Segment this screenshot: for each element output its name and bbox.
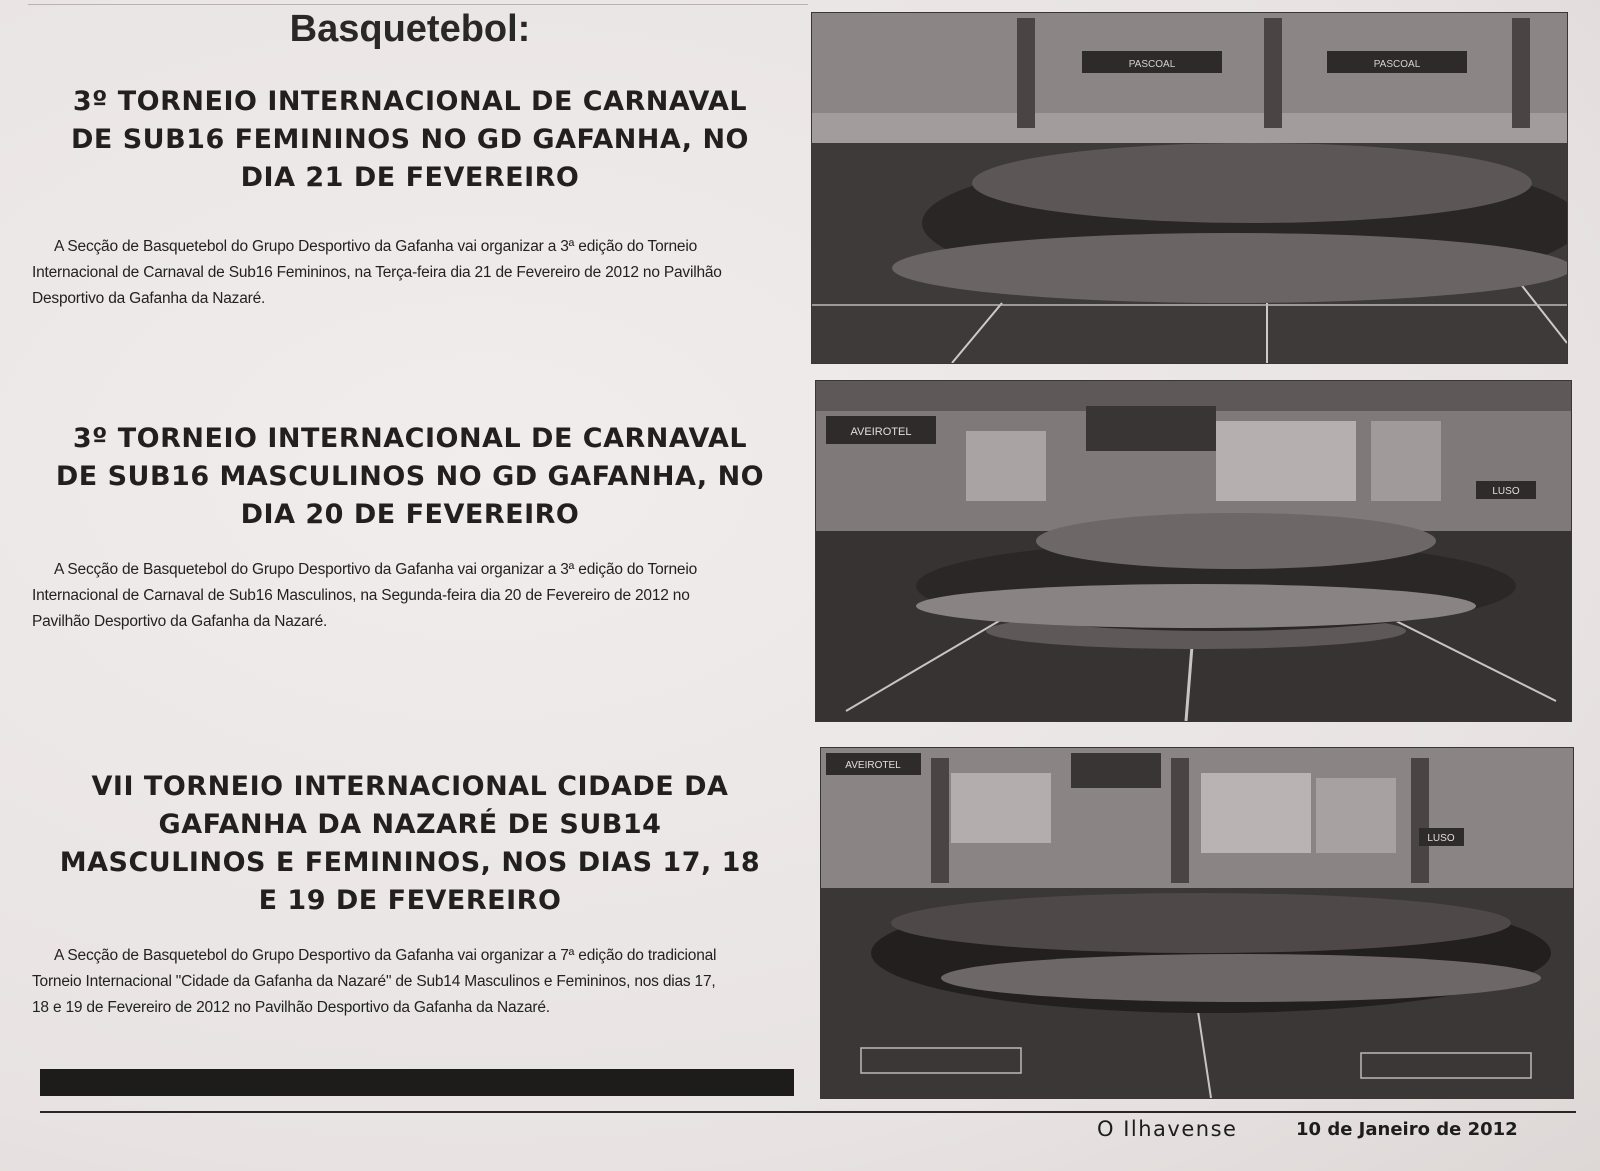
body-line: 18 e 19 de Fevereiro de 2012 no Pavilhão Desportivo da Gafanha da Nazaré.: [32, 999, 550, 1016]
photo-banner: PASCOAL: [1128, 59, 1176, 70]
publication-date: 10 de Janeiro de 2012: [1296, 1119, 1518, 1140]
article-1-headline: [30, 83, 790, 197]
article-3-body: [32, 943, 792, 1021]
footer-rule: [40, 1111, 1576, 1113]
photo-banner: LUSO: [1492, 486, 1520, 497]
article-2-headline: [30, 420, 790, 534]
team-photo-sub14: [820, 747, 1574, 1099]
photo-banner: PASCOAL: [1373, 59, 1421, 70]
article-1-body: [32, 234, 792, 312]
body-line: A Secção de Basquetebol do Grupo Desportivo da Gafanha vai organizar a 7ª edição do tradicional: [54, 947, 717, 964]
body-line: Desportivo da Gafanha da Nazaré.: [32, 290, 266, 307]
photo-banner: LUSO: [1427, 833, 1455, 844]
headline-line: 3º TORNEIO INTERNACIONAL DE CARNAVAL: [72, 423, 748, 454]
top-rule: [28, 4, 808, 5]
headline-line: DIA 20 DE FEVEREIRO: [240, 499, 580, 530]
team-photo-sub16-masculinos: [815, 380, 1572, 722]
body-line: Pavilhão Desportivo da Gafanha da Nazaré.: [32, 613, 328, 630]
headline-line: DE SUB16 FEMININOS NO GD GAFANHA, NO: [70, 124, 750, 155]
headline-line: DE SUB16 MASCULINOS NO GD GAFANHA, NO: [55, 461, 765, 492]
body-line: Internacional de Carnaval de Sub16 Femininos, na Terça-feira dia 21 de Fevereiro de 2012 no Pavilhão: [32, 264, 722, 281]
section-title: Basquetebol:: [289, 8, 531, 50]
headline-line: VII TORNEIO INTERNACIONAL CIDADE DA: [91, 771, 729, 802]
headline-line: MASCULINOS E FEMININOS, NOS DIAS 17, 18: [59, 847, 761, 878]
article-3-headline: [30, 768, 790, 920]
headline-line: 3º TORNEIO INTERNACIONAL DE CARNAVAL: [72, 86, 748, 117]
headline-line: E 19 DE FEVEREIRO: [258, 885, 562, 916]
black-divider-bar: [40, 1069, 794, 1096]
body-line: A Secção de Basquetebol do Grupo Desportivo da Gafanha vai organizar a 3ª edição do Torneio: [54, 238, 697, 255]
headline-line: DIA 21 DE FEVEREIRO: [240, 162, 580, 193]
body-line: A Secção de Basquetebol do Grupo Desportivo da Gafanha vai organizar a 3ª edição do Torneio: [54, 561, 697, 578]
headline-line: GAFANHA DA NAZARÉ DE SUB14: [158, 809, 662, 840]
body-line: Internacional de Carnaval de Sub16 Masculinos, na Segunda-feira dia 20 de Fevereiro de 2012 no: [32, 587, 690, 604]
photo-banner: AVEIROTEL: [850, 426, 912, 438]
publication-name: O Ilhavense: [1097, 1117, 1238, 1141]
article-2-body: [32, 557, 792, 635]
photo-banner: AVEIROTEL: [845, 760, 901, 771]
team-photo-sub16-femininos: [811, 12, 1568, 364]
body-line: Torneio Internacional "Cidade da Gafanha da Nazaré" de Sub14 Masculinos e Femininos, nos dias 17,: [32, 973, 716, 990]
